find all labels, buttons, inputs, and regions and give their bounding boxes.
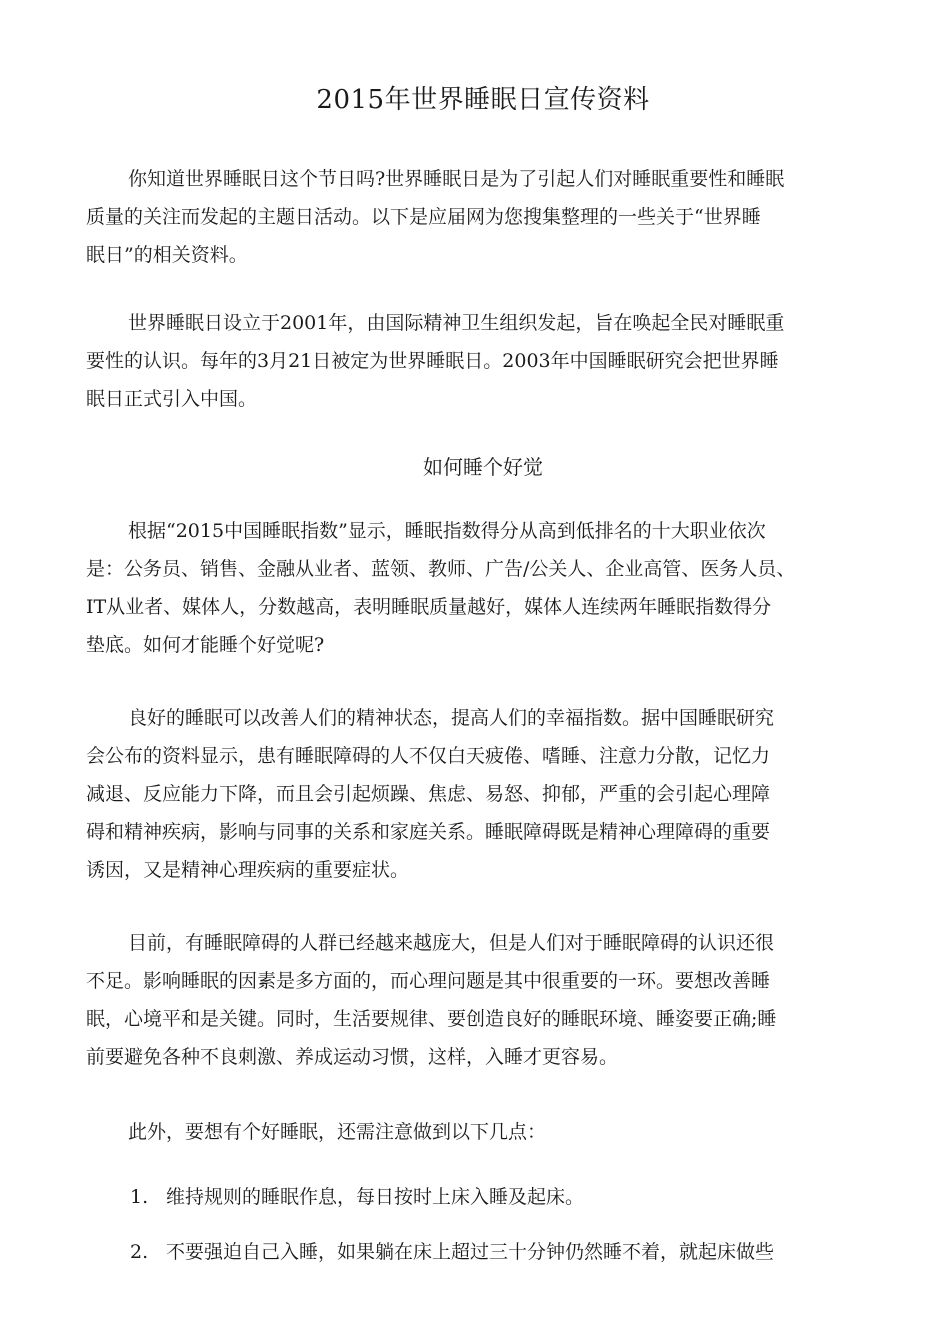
sleep-benefit-paragraph [86,699,880,889]
list-item [130,1178,880,1216]
paragraph-line: 碍和精神疾病，影响与同事的关系和家庭关系。睡眠障碍既是精神心理障碍的重要 [86,821,771,843]
sleep-index-paragraph [86,512,880,664]
paragraph-line: 要性的认识。每年的3月21日被定为世界睡眠日。2003年中国睡眠研究会把世界睡 [86,350,779,372]
section-heading: 如何睡个好觉 [423,455,543,479]
tips-intro-paragraph [86,1113,880,1151]
paragraph-line: 诱因，又是精神心理疾病的重要症状。 [86,859,410,881]
list-item-text: 维持规则的睡眠作息，每日按时上床入睡及起床。 [166,1186,585,1208]
paragraph-line: 眠日正式引入中国。 [86,388,258,410]
paragraph-line: 目前，有睡眠障碍的人群已经越来越庞大，但是人们对于睡眠障碍的认识还很 [128,932,775,954]
paragraph-line: 根据“2015中国睡眠指数”显示，睡眠指数得分从高到低排名的十大职业依次 [128,520,766,542]
paragraph-line: 不足。影响睡眠的因素是多方面的，而心理问题是其中很重要的一环。要想改善睡 [86,970,771,992]
paragraph-line: 是：公务员、销售、金融从业者、蓝领、教师、广告/公关人、企业高管、医务人员、 [86,558,796,580]
paragraph-line: 你知道世界睡眠日这个节日吗?世界睡眠日是为了引起人们对睡眠重要性和睡眠 [128,168,785,190]
paragraph-line: IT从业者、媒体人，分数越高，表明睡眠质量越好，媒体人连续两年睡眠指数得分 [86,596,772,618]
history-paragraph [86,304,880,418]
paragraph-line: 世界睡眠日设立于2001年，由国际精神卫生组织发起，旨在唤起全民对睡眠重 [128,312,785,334]
intro-paragraph [86,160,880,274]
paragraph-line: 会公布的资料显示，患有睡眠障碍的人不仅白天疲倦、嗜睡、注意力分散，记忆力 [86,745,771,767]
list-item-number: 2. [130,1241,149,1263]
current-situation-paragraph [86,924,880,1076]
paragraph-line: 眠日”的相关资料。 [86,244,248,266]
paragraph-line: 质量的关注而发起的主题日活动。以下是应届网为您搜集整理的一些关于“世界睡 [86,206,761,228]
paragraph-line: 眠，心境平和是关键。同时，生活要规律、要创造良好的睡眠环境、睡姿要正确;睡 [86,1008,777,1030]
paragraph-line: 垫底。如何才能睡个好觉呢? [86,634,325,656]
list-item-text: 不要强迫自己入睡，如果躺在床上超过三十分钟仍然睡不着，就起床做些 [166,1241,775,1263]
list-item [130,1233,880,1271]
paragraph-line: 前要避免各种不良刺激、养成运动习惯，这样，入睡才更容易。 [86,1046,619,1068]
paragraph-line: 良好的睡眠可以改善人们的精神状态，提高人们的幸福指数。据中国睡眠研究 [128,707,775,729]
list-item-number: 1. [130,1186,149,1208]
document-title: 2015年世界睡眠日宣传资料 [316,85,650,115]
paragraph-line: 此外，要想有个好睡眠，还需注意做到以下几点： [128,1121,547,1143]
paragraph-line: 减退、反应能力下降，而且会引起烦躁、焦虑、易怒、抑郁，严重的会引起心理障 [86,783,771,805]
